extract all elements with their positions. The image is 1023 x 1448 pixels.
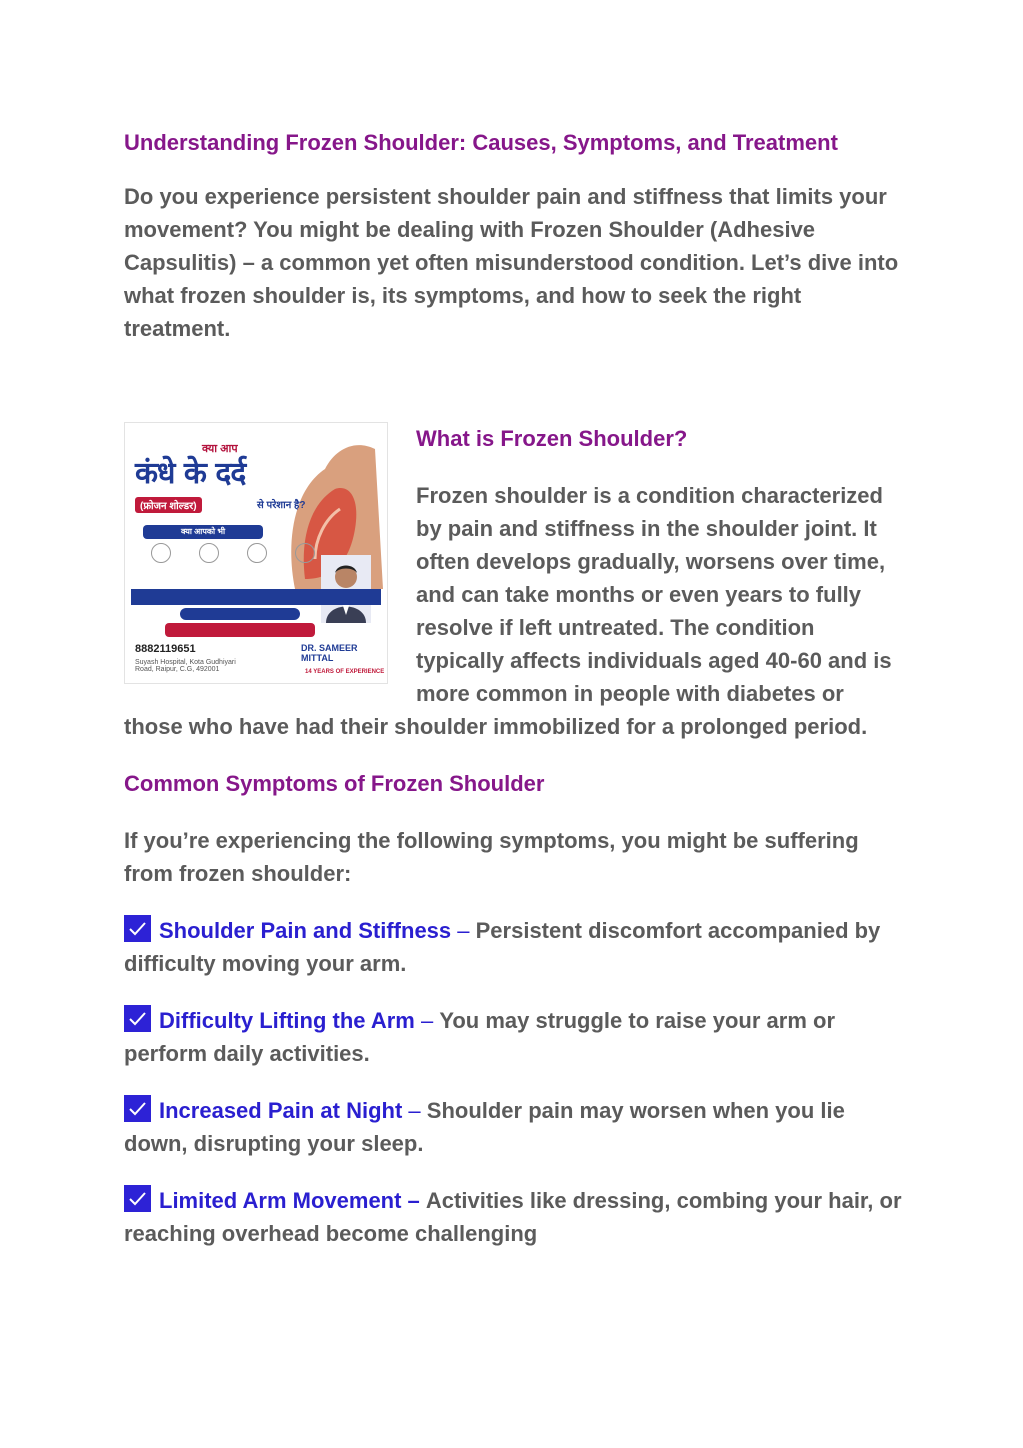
symptom-separator: – <box>414 1008 440 1033</box>
checkmark-icon <box>124 915 151 942</box>
symptom-text: Shoulder pain may worsen when you lie down, disrupting your sleep. <box>124 1098 845 1156</box>
symptom-title: Limited Arm Movement – <box>159 1188 420 1213</box>
symptom-title: Difficulty Lifting the Arm <box>159 1008 415 1033</box>
symptoms-intro: If you’re experiencing the following symptoms, you might be suffering from frozen shoulder: <box>124 828 859 886</box>
page-title: Understanding Frozen Shoulder: Causes, Symptoms, and Treatment <box>124 130 838 155</box>
symptom-icon <box>151 543 171 563</box>
ad-contact-bar <box>165 623 315 637</box>
frozen-shoulder-ad-image <box>124 422 388 684</box>
symptom-icon <box>295 543 315 563</box>
ad-phone: 8882119651 <box>135 643 196 655</box>
what-paragraph: Frozen shoulder is a condition characterized by pain and stiffness in the shoulder joint. It often develops gradually, worsens over time, and can take months or even years to fully resolve if left untreated. The condition typically affects individuals aged 40-60 and is more common in people with diabetes or those who have had their shoulder immobilized for a prolonged period. <box>124 483 892 739</box>
symptom-text: Activities like dressing, combing your hair, or reaching overhead become challenging <box>124 1188 902 1246</box>
symptom-title: Shoulder Pain and Stiffness <box>159 918 452 943</box>
ad-band: क्या आपको भी <box>143 525 263 539</box>
symptom-separator: – <box>402 1098 427 1123</box>
document-page <box>124 126 904 1250</box>
ad-info-strip <box>131 589 381 605</box>
symptom-icon <box>247 543 267 563</box>
what-heading: What is Frozen Shoulder? <box>416 426 688 451</box>
ad-experience: 14 YEARS OF EXPERIENCE <box>305 669 385 675</box>
symptom-item <box>124 914 904 980</box>
ad-tag: (फ्रोजन शोल्डर) <box>135 497 202 513</box>
what-section <box>124 422 904 743</box>
symptom-icon <box>199 543 219 563</box>
ad-address: Suyash Hospital, Kota Gudhiyari Road, Raipur, C.G, 492001 <box>135 659 236 673</box>
symptom-title: Increased Pain at Night <box>159 1098 403 1123</box>
symptom-text: You may struggle to raise your arm or perform daily activities. <box>124 1008 836 1066</box>
symptom-item <box>124 1094 904 1160</box>
checkmark-icon <box>124 1005 151 1032</box>
ad-doctor-name: DR. SAMEER MITTAL <box>301 643 358 663</box>
checkmark-icon <box>124 1185 151 1212</box>
symptom-item <box>124 1184 904 1250</box>
symptoms-heading: Common Symptoms of Frozen Shoulder <box>124 771 545 796</box>
ad-pill <box>180 608 300 620</box>
symptom-text: Persistent discomfort accompanied by difficulty moving your arm. <box>124 918 881 976</box>
ad-headline: कंधे के दर्द <box>135 456 246 491</box>
ad-tag-suffix: से परेशान है? <box>257 500 306 511</box>
ad-kya-aap: क्या आप <box>202 443 238 455</box>
intro-paragraph: Do you experience persistent shoulder pain and stiffness that limits your movement? You might be dealing with Frozen Shoulder (Adhesive Capsulitis) – a common yet often misunderstood condition. Let’s dive into what frozen shoulder is, its symptoms, and how to seek the right treatment. <box>124 184 899 341</box>
symptom-separator: – <box>451 918 476 943</box>
checkmark-icon <box>124 1095 151 1122</box>
symptom-item <box>124 1004 904 1070</box>
